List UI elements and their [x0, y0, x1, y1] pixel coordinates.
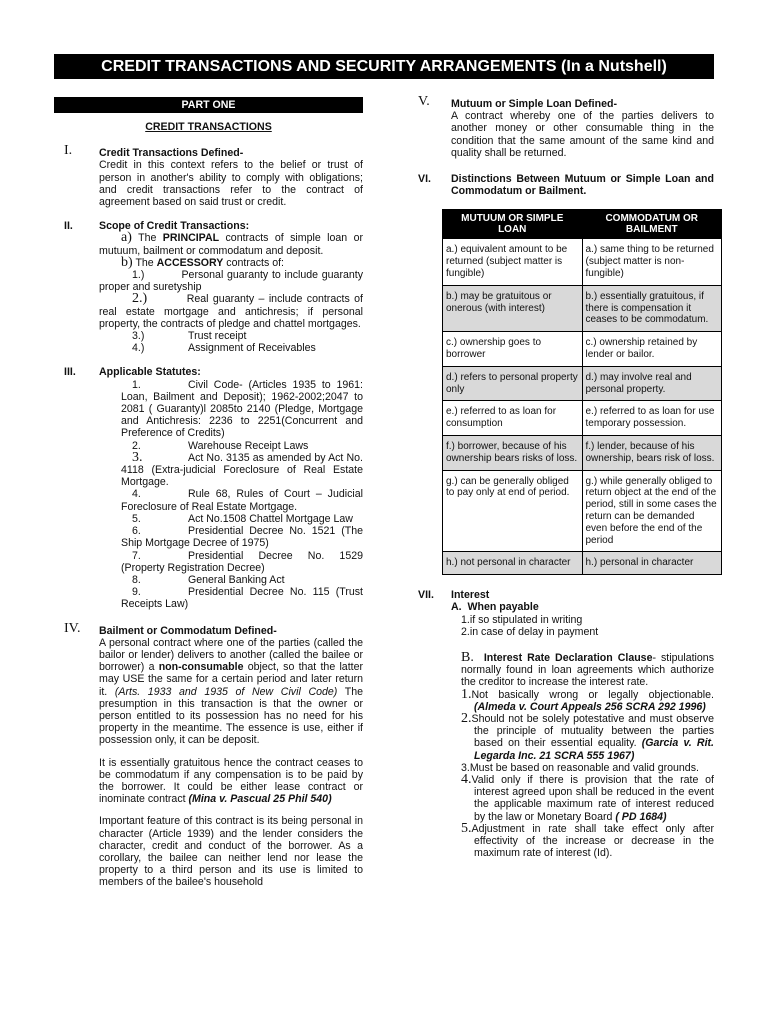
table-cell: g.) while generally obliged to return object at the end of the period, still in some cases the return can be demanded even before the end of the period: [582, 470, 722, 552]
section-heading: Credit Transactions Defined-: [99, 147, 244, 160]
table-row: [443, 332, 722, 367]
list-item: 2.) Real guaranty – include contracts of real estate mortgage and antichresis; if personal property, the contracts of pledge and chattel mortgages.: [99, 291, 363, 330]
table-cell: h.) not personal in character: [443, 552, 583, 575]
table-cell: d.) may involve real and personal property.: [582, 366, 722, 401]
statute-item: 5. Act No.1508 Chattel Mortgage Law: [132, 512, 353, 525]
table-header-row: [443, 210, 722, 239]
table-cell: e.) referred to as loan for consumption: [443, 401, 583, 436]
column-header: MUTUUM OR SIMPLE LOAN: [443, 210, 583, 239]
section-heading: Bailment or Commodatum Defined-: [99, 624, 277, 637]
section-number: VI.: [418, 173, 431, 186]
list-item: 3.) Trust receipt: [132, 330, 247, 343]
table-cell: a.) equivalent amount to be returned (subject matter is fungible): [443, 239, 583, 285]
statutes-list: [99, 379, 363, 611]
statute-item: 8. General Banking Act: [132, 573, 285, 586]
table-row: [443, 401, 722, 436]
table-cell: c.) ownership retained by lender or bailor.: [582, 332, 722, 367]
section-2: [54, 220, 363, 354]
section-heading: Scope of Credit Transactions:: [99, 220, 250, 233]
section-number: IV.: [64, 620, 81, 636]
list-item: 4.Valid only if there is provision that the rate of interest agreed upon shall be reduced in the event the applicable maximum rate of interest reduced by the law or Monetary Board ( PD 1684): [461, 772, 714, 823]
principal-contracts: a) The PRINCIPAL contracts of simple loan or mutuum, bailment or commodatum and deposit.: [99, 230, 363, 257]
section-7: [418, 589, 714, 859]
table-cell: e.) referred to as loan for use temporary possession.: [582, 401, 722, 436]
section-number: III.: [64, 366, 76, 379]
table-cell: f.) lender, because of his ownership, bears risk of loss.: [582, 435, 722, 470]
table-row: [443, 552, 722, 575]
section-heading: Mutuum or Simple Loan Defined-: [451, 98, 617, 110]
list-item: 1.Not basically wrong or legally objectionable. (Almeda v. Court Appeals 256 SCRA 292 1996): [461, 686, 714, 713]
statute-item: 2. Warehouse Receipt Laws: [132, 439, 309, 452]
subheading: A. When payable: [451, 601, 539, 614]
accessory-contracts: b) The ACCESSORY contracts of:: [121, 254, 285, 270]
distinctions-table: [442, 209, 722, 575]
credit-transactions-heading: CREDIT TRANSACTIONS: [145, 121, 272, 133]
table-row: [443, 285, 722, 331]
list-item: 4.) Assignment of Receivables: [132, 342, 316, 355]
section-heading: Applicable Statutes:: [99, 366, 201, 379]
table-row: [443, 239, 722, 285]
section-body: Credit in this context refers to the belief or trust of person in another's ability to comply with obligations; and credit transactions refer to the contract of agreement based on said trust or credit.: [99, 159, 363, 209]
section-number: II.: [64, 220, 73, 233]
section-number: VII.: [418, 589, 434, 602]
list-item: 5.Adjustment in rate shall take effect only after effectivity of the increase or decrease in the maximum rate of interest (Id).: [461, 820, 714, 860]
paragraph: It is essentially gratuitous hence the contract ceases to be commodatum if any compensation is to be paid by the borrower. It could be either lease contract or inominate contract (Mina v. Pascual 25 Phil 540): [99, 756, 363, 806]
section-heading: Distinctions Between Mutuum or Simple Loan and Commodatum or Bailment.: [451, 173, 714, 198]
table-cell: b.) essentially gratuitous, if there is compensation it ceases to be commodatum.: [582, 285, 722, 331]
section-1: [54, 143, 363, 209]
list-item: 2.Should not be solely potestative and must observe the principle of mutuality between the parties based on their essential equality. (Garcia v. Rit. Legarda Inc. 21 SCRA 555 1967): [461, 710, 714, 762]
table-cell: d.) refers to personal property only: [443, 366, 583, 401]
statute-item: 6. Presidential Decree No. 1521 (The Ship Mortgage Decree of 1975): [121, 525, 363, 550]
table-cell: b.) may be gratuitous or onerous (with interest): [443, 285, 583, 331]
statute-item: 3. Act No. 3135 as amended by Act No. 4118 (Extra-judicial Foreclosure of Real Estate Mortgage.: [121, 449, 363, 489]
statute-item: 4. Rule 68, Rules of Court – Judicial Foreclosure of Real Estate Mortgage.: [121, 488, 363, 513]
table-row: [443, 435, 722, 470]
document-title: CREDIT TRANSACTIONS AND SECURITY ARRANGEMENTS (In a Nutshell): [54, 54, 714, 79]
left-column: [54, 97, 363, 901]
table-cell: f.) borrower, because of his ownership bears risks of loss.: [443, 435, 583, 470]
table-cell: g.) can be generally obliged to pay only at end of period.: [443, 470, 583, 552]
table-cell: a.) same thing to be returned (subject matter is non-fungible): [582, 239, 722, 285]
list-item: 2.in case of delay in payment: [461, 625, 599, 638]
list-item: 1.if so stipulated in writing: [461, 613, 583, 626]
part-one-bar: PART ONE: [54, 97, 363, 113]
section-number: V.: [418, 94, 430, 109]
statute-item: 7. Presidential Decree No. 1529 (Property Registration Decree): [121, 549, 363, 574]
paragraph: A personal contract where one of the parties (called the bailor or lender) delivers to another (called the bailee or borrower) a non-consumable object, so that the latter may USE the same for a certain period and later return it. (Arts. 1933 and 1935 of New Civil Code) The presumption in this transaction is that the owner or person entitled to its possession has no need for his property in the meantime. The essence is use, either if possession only, it can be deposit.: [99, 636, 363, 747]
list-item: 3.Must be based on reasonable and valid grounds.: [461, 761, 699, 774]
interest-clause: B. Interest Rate Declaration Clause- stipulations normally found in loan agreements which authorize the creditor to increase the interest rate.: [461, 649, 714, 689]
column-header: COMMODATUM OR BAILMENT: [582, 210, 722, 239]
table-row: [443, 366, 722, 401]
section-4: [54, 620, 363, 889]
table-cell: c.) ownership goes to borrower: [443, 332, 583, 367]
section-number: I.: [64, 143, 73, 159]
right-column: [418, 94, 717, 871]
table-row: [443, 470, 722, 552]
section-body: A contract whereby one of the parties delivers to another money or other consumable thing in the condition that the same amount of the same kind and quality shall be returned.: [451, 110, 714, 159]
statute-item: 9. Presidential Decree No. 115 (Trust Receipts Law): [121, 586, 363, 611]
paragraph: Important feature of this contract is its being personal in character (Article 1939) and the lender considers the character, credit and conduct of the borrower. As a corollary, the bailee can neither lend nor lease the property to a third person and its use is limited to members of the bailee's household: [99, 815, 363, 889]
section-heading: Interest: [451, 589, 490, 602]
section-6: [418, 173, 714, 197]
list-item: 1.) Personal guaranty to include guaranty proper and suretyship: [99, 269, 363, 294]
section-5: [418, 94, 714, 159]
section-3: [54, 366, 363, 610]
table-cell: h.) personal in character: [582, 552, 722, 575]
statute-item: 1. Civil Code- (Articles 1935 to 1961: Loan, Bailment and Deposit); 1962-2002;2047 to 2081 ( Guaranty)l 2085to 2140 (Pledge, Mortgage and Antichresis: 2236 to 2251(Concurrent and Preference of Credits): [121, 378, 363, 440]
